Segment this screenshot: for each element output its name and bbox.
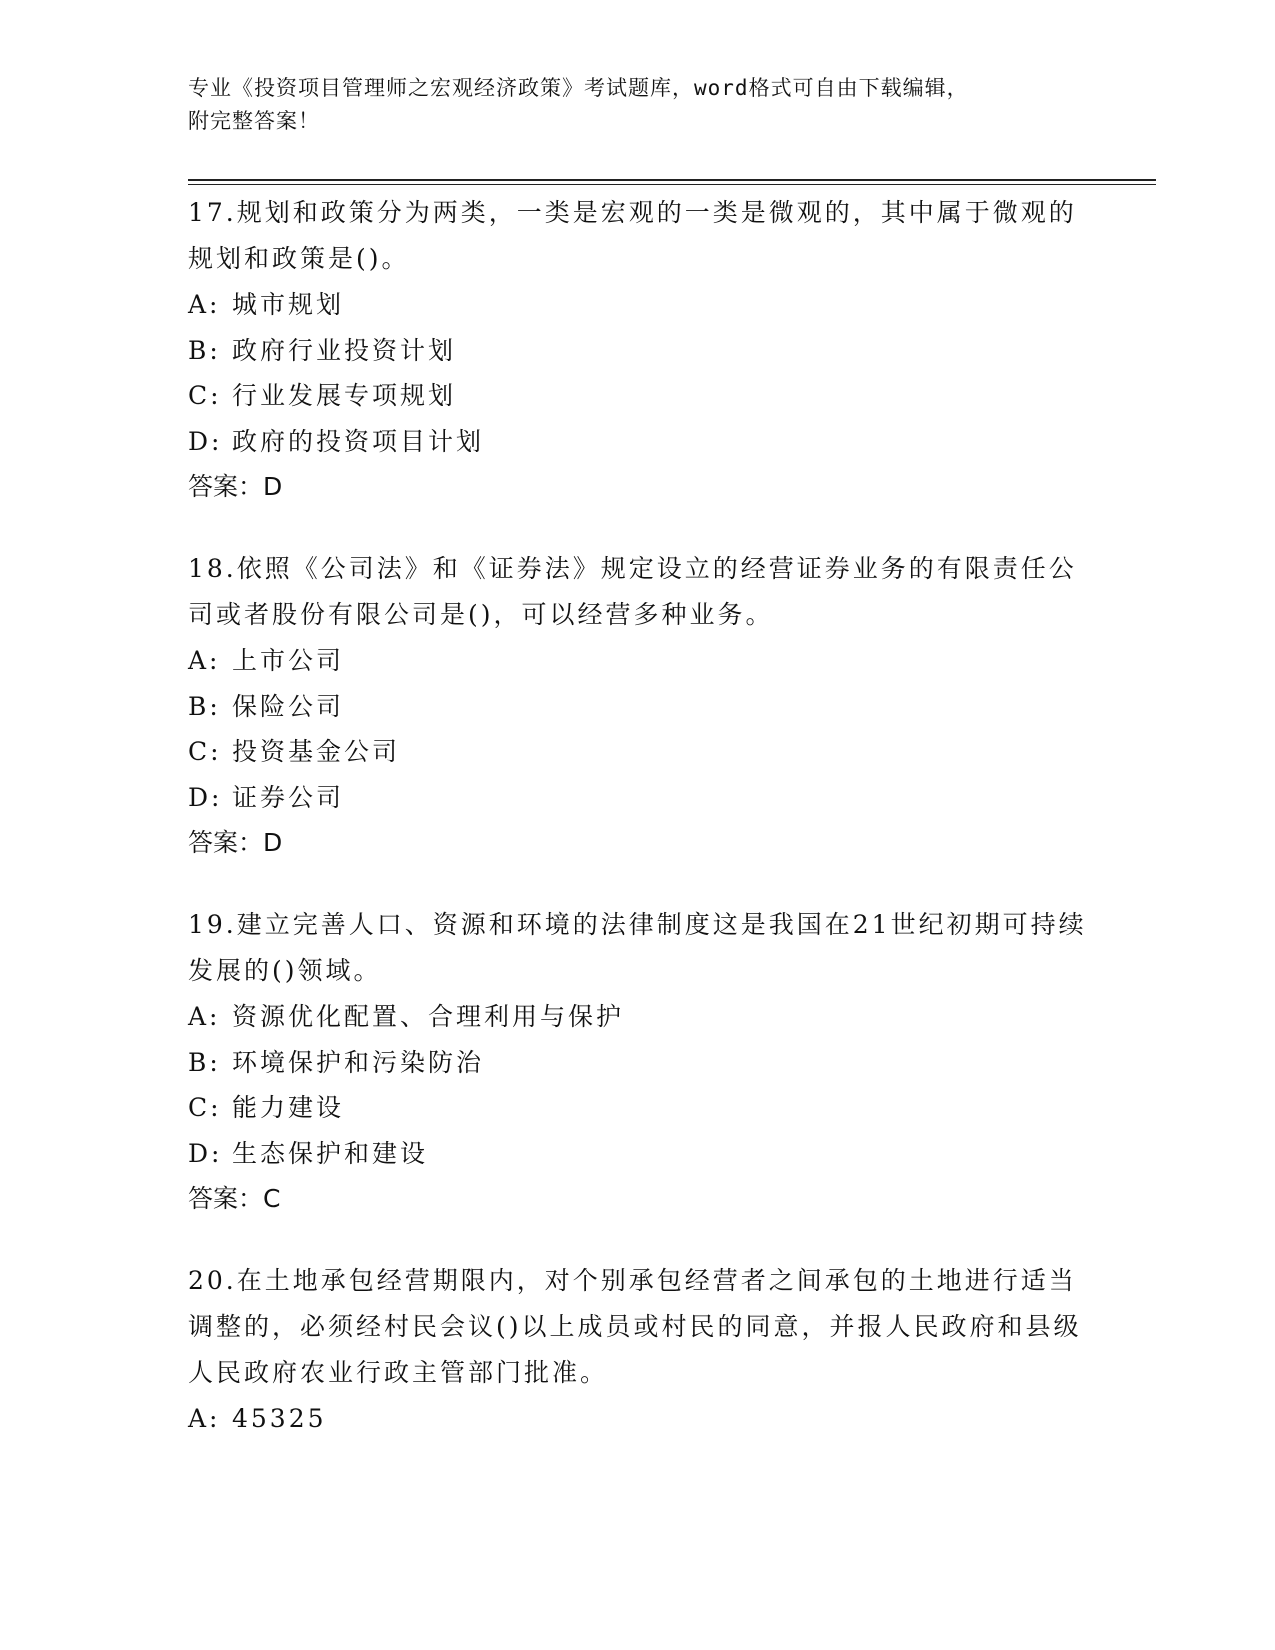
option-text: 环境保护和污染防治 (232, 1047, 485, 1077)
option-c (188, 373, 1088, 419)
option-b (188, 684, 1088, 730)
option-a (188, 1396, 1088, 1442)
answer-line: 答案：D (188, 472, 283, 501)
option-a (188, 994, 1088, 1040)
answer-line: 答案：D (188, 828, 283, 857)
option-text: 政府行业投资计划 (232, 335, 457, 365)
question-18 (188, 546, 1088, 866)
option-b (188, 328, 1088, 374)
question-19 (188, 902, 1088, 1222)
option-text: 上市公司 (232, 646, 345, 675)
option-c (188, 1085, 1088, 1131)
header-line-1: 专业《投资项目管理师之宏观经济政策》考试题库，word格式可自由下载编辑， (188, 76, 969, 100)
option-key: C: (188, 737, 222, 766)
option-text: 行业发展专项规划 (232, 381, 457, 410)
option-d (188, 419, 1088, 465)
answer-line: 答案：C (188, 1184, 281, 1213)
option-key: D: (188, 426, 223, 456)
option-text: 保险公司 (232, 691, 345, 721)
document-header (188, 72, 1088, 138)
question-20 (188, 1258, 1088, 1442)
question-list (188, 190, 1088, 1478)
option-key: A: (188, 1002, 221, 1031)
option-key: A: (188, 1404, 221, 1433)
option-text: 城市规划 (232, 290, 345, 319)
option-key: A: (188, 646, 221, 675)
question-stem: 17.规划和政策分为两类，一类是宏观的一类是微观的，其中属于微观的规划和政策是()。 (188, 198, 1077, 273)
header-rule-bottom (188, 184, 1156, 185)
option-a (188, 282, 1088, 328)
option-d (188, 1131, 1088, 1177)
header-line-2: 附完整答案！ (188, 109, 320, 133)
option-text: 投资基金公司 (232, 737, 401, 766)
question-stem: 18.依照《公司法》和《证券法》规定设立的经营证券业务的有限责任公司或者股份有限公司是()，可以经营多种业务。 (188, 554, 1077, 629)
option-b (188, 1040, 1088, 1086)
option-text: 能力建设 (232, 1093, 345, 1122)
option-text: 政府的投资项目计划 (232, 426, 485, 456)
question-17 (188, 190, 1088, 510)
question-stem: 19.建立完善人口、资源和环境的法律制度这是我国在21世纪初期可持续发展的()领域。 (188, 910, 1087, 985)
option-key: C: (188, 381, 222, 410)
option-text: 生态保护和建设 (232, 1138, 429, 1168)
option-key: B: (188, 1047, 221, 1077)
header-rule-top (188, 179, 1156, 181)
option-a (188, 638, 1088, 684)
option-text: 证券公司 (232, 782, 345, 812)
option-c (188, 729, 1088, 775)
option-key: C: (188, 1093, 222, 1122)
option-key: B: (188, 335, 221, 365)
option-text: 资源优化配置、合理利用与保护 (232, 1002, 625, 1031)
option-text: 45325 (232, 1404, 327, 1433)
question-stem: 20.在土地承包经营期限内，对个别承包经营者之间承包的土地进行适当调整的，必须经村民会议()以上成员或村民的同意，并报人民政府和县级人民政府农业行政主管部门批准。 (188, 1266, 1082, 1387)
option-key: A: (188, 290, 221, 319)
option-d (188, 775, 1088, 821)
option-key: D: (188, 782, 223, 812)
option-key: B: (188, 691, 221, 721)
option-key: D: (188, 1138, 223, 1168)
